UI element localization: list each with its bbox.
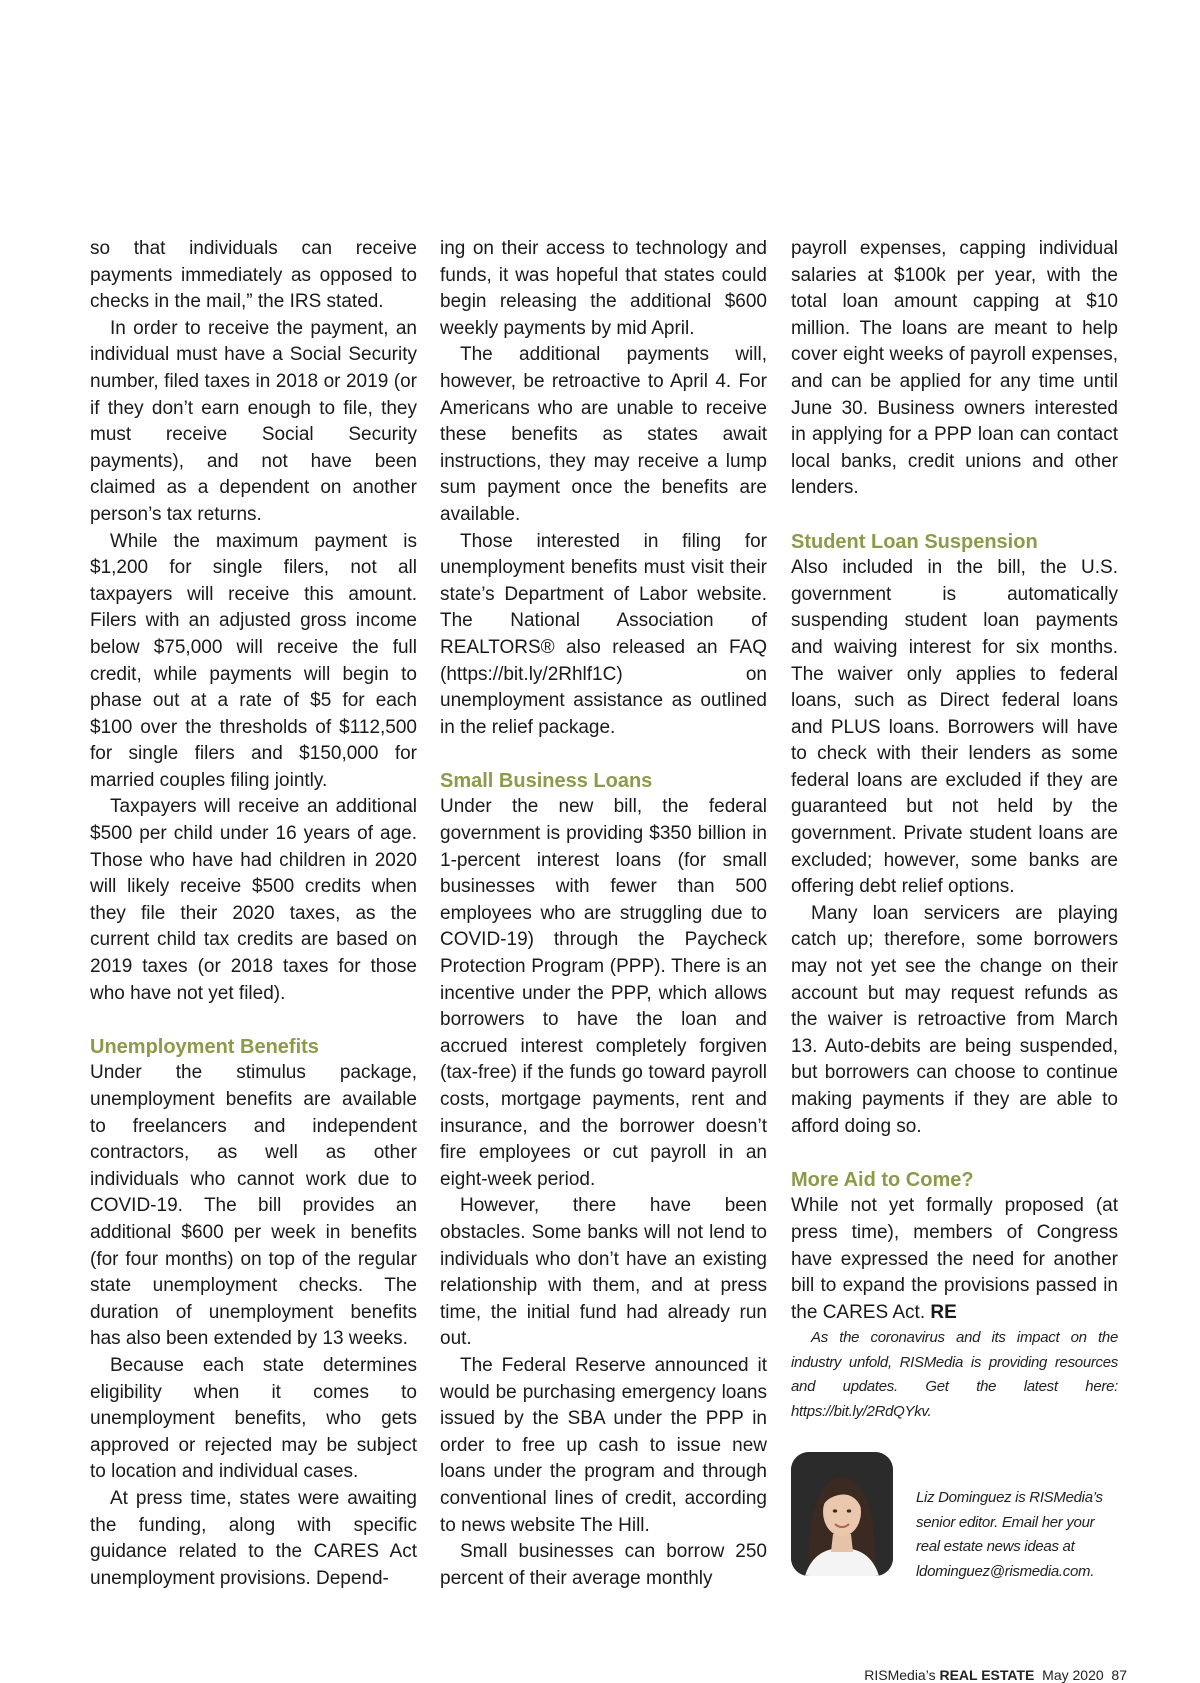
column-3 bbox=[791, 236, 1118, 1582]
author-bio: Liz Dominguez is RISMedia’s senior editor. Email her your real estate news ideas at ldominguez@rismedia.com. bbox=[916, 1489, 1103, 1580]
author-photo bbox=[791, 1452, 893, 1576]
spacer bbox=[791, 1140, 1118, 1167]
paragraph-text: While not yet formally proposed (at press time), members of Congress have expressed the need for another bill to expand the provisions passed in the CARES Act. bbox=[791, 1195, 1118, 1323]
footer-publisher: RISMedia’s bbox=[864, 1667, 936, 1683]
footer-publication: REAL ESTATE bbox=[939, 1667, 1035, 1683]
paragraph: Under the stimulus package, unemployment benefits are available to freelancers and independent contractors, as well as other individuals who cannot work due to COVID-19. The bill provides an additional $600 per week in benefits (for four months) on top of the regular state unemployment checks. The duration of unemployment benefits has also been extended by 13 weeks. bbox=[90, 1062, 417, 1350]
paragraph: The additional payments will, however, be retroactive to April 4. For Americans who are unable to receive these benefits as states await instructions, they may receive a lump sum payment once the benefits are available. bbox=[440, 344, 767, 525]
spacer bbox=[791, 502, 1118, 529]
paragraph: Because each state determines eligibility when it comes to unemployment benefits, who gets approved or rejected may be subject to location and individual cases. bbox=[90, 1354, 417, 1483]
end-mark: RE bbox=[930, 1301, 957, 1323]
paragraph: Under the new bill, the federal government is providing $350 billion in 1-percent interest loans (for small businesses with fewer than 500 employees who are struggling due to COVID-19) through the Paycheck Protection Program (PPP). There is an incentive under the PPP, which allows borrowers to have the loan and accrued interest completely forgiven (tax-free) if the funds go toward payroll costs, mortgage payments, rent and insurance, and the borrower doesn’t fire employees or cut payroll in an eight-week period. bbox=[440, 796, 767, 1190]
footer-issue: May 2020 bbox=[1042, 1667, 1104, 1683]
paragraph: However, there have been obstacles. Some banks will not lend to individuals who don’t have an existing relationship with them, and at press time, the initial fund had already run out. bbox=[440, 1195, 767, 1350]
editor-note: As the coronavirus and its impact on the industry unfold, RISMedia is providing resources and updates. Get the latest here: https://bit.ly/2RdQYkv. bbox=[791, 1329, 1118, 1420]
section-heading-more-aid: More Aid to Come? bbox=[791, 1168, 974, 1191]
page-number: 87 bbox=[1111, 1667, 1127, 1683]
section-heading-unemployment: Unemployment Benefits bbox=[90, 1035, 319, 1058]
page-footer bbox=[864, 1667, 1127, 1683]
spacer bbox=[440, 741, 767, 768]
section-heading-student-loan: Student Loan Suspension bbox=[791, 530, 1038, 553]
paragraph: ing on their access to technology and funds, it was hopeful that states could begin releasing the additional $600 weekly payments by mid April. bbox=[440, 238, 767, 339]
paragraph: While the maximum payment is $1,200 for single filers, not all taxpayers will receive this amount. Filers with an adjusted gross income below $75,000 will receive the full credit, while payments will begin to phase out at a rate of $5 for each $100 over the thresholds of $112,500 for single filers and $150,000 for married couples filing jointly. bbox=[90, 530, 417, 791]
paragraph: Many loan servicers are playing catch up; therefore, some borrowers may not yet see the change on their account but may request refunds as the waiver is retroactive from March 13. Auto-debits are being suspended, but borrowers can choose to continue making payments if they are able to afford doing so. bbox=[791, 902, 1118, 1137]
paragraph-final bbox=[791, 1193, 1118, 1326]
paragraph: so that individuals can receive payments immediately as opposed to checks in the mail,” the IRS stated. bbox=[90, 238, 417, 313]
paragraph: Also included in the bill, the U.S. government is automatically suspending student loan payments and waiving interest for six months. The waiver only applies to federal loans, such as Direct federal loans and PLUS loans. Borrowers will have to check with their lenders as some federal loans are excluded if they are guaranteed but not held by the government. Private student loans are excluded; however, some banks are offering debt relief options. bbox=[791, 557, 1118, 898]
paragraph: In order to receive the payment, an individual must have a Social Security number, filed taxes in 2018 or 2019 (or if they don’t earn enough to file, they must receive Social Security payments), and not have been claimed as a dependent on another person’s tax returns. bbox=[90, 317, 417, 525]
spacer bbox=[90, 1007, 417, 1034]
paragraph: The Federal Reserve announced it would be purchasing emergency loans issued by the SBA under the PPP in order to free up cash to issue new loans under the program and through conventional lines of credit, according to news website The Hill. bbox=[440, 1354, 767, 1536]
author-block bbox=[791, 1452, 1118, 1582]
paragraph: Taxpayers will receive an additional $500 per child under 16 years of age. Those who have had children in 2020 will likely receive $500 credits when they file their 2020 taxes, as the current child tax credits are based on 2019 taxes (or 2018 taxes for those who have not yet filed). bbox=[90, 796, 417, 1004]
author-portrait-icon bbox=[791, 1452, 893, 1576]
paragraph: Small businesses can borrow 250 percent of their average monthly bbox=[440, 1541, 767, 1589]
paragraph: Those interested in filing for unemployment benefits must visit their state’s Department of Labor website. The National Association of REALTORS® also released an FAQ (https://bit.ly/2Rhlf1C) on unemployment assistance as outlined in the relief package. bbox=[440, 530, 767, 738]
paragraph: payroll expenses, capping individual salaries at $100k per year, with the total loan amount capping at $10 million. The loans are meant to help cover eight weeks of payroll expenses, and can be applied for any time until June 30. Business owners interested in applying for a PPP loan can contact local banks, credit unions and other lenders. bbox=[791, 238, 1118, 499]
paragraph: At press time, states were awaiting the funding, along with specific guidance related to the CARES Act unemployment provisions. Depend- bbox=[90, 1487, 417, 1589]
section-heading-small-business: Small Business Loans bbox=[440, 769, 653, 792]
column-1 bbox=[90, 236, 417, 1592]
column-2 bbox=[440, 236, 767, 1592]
